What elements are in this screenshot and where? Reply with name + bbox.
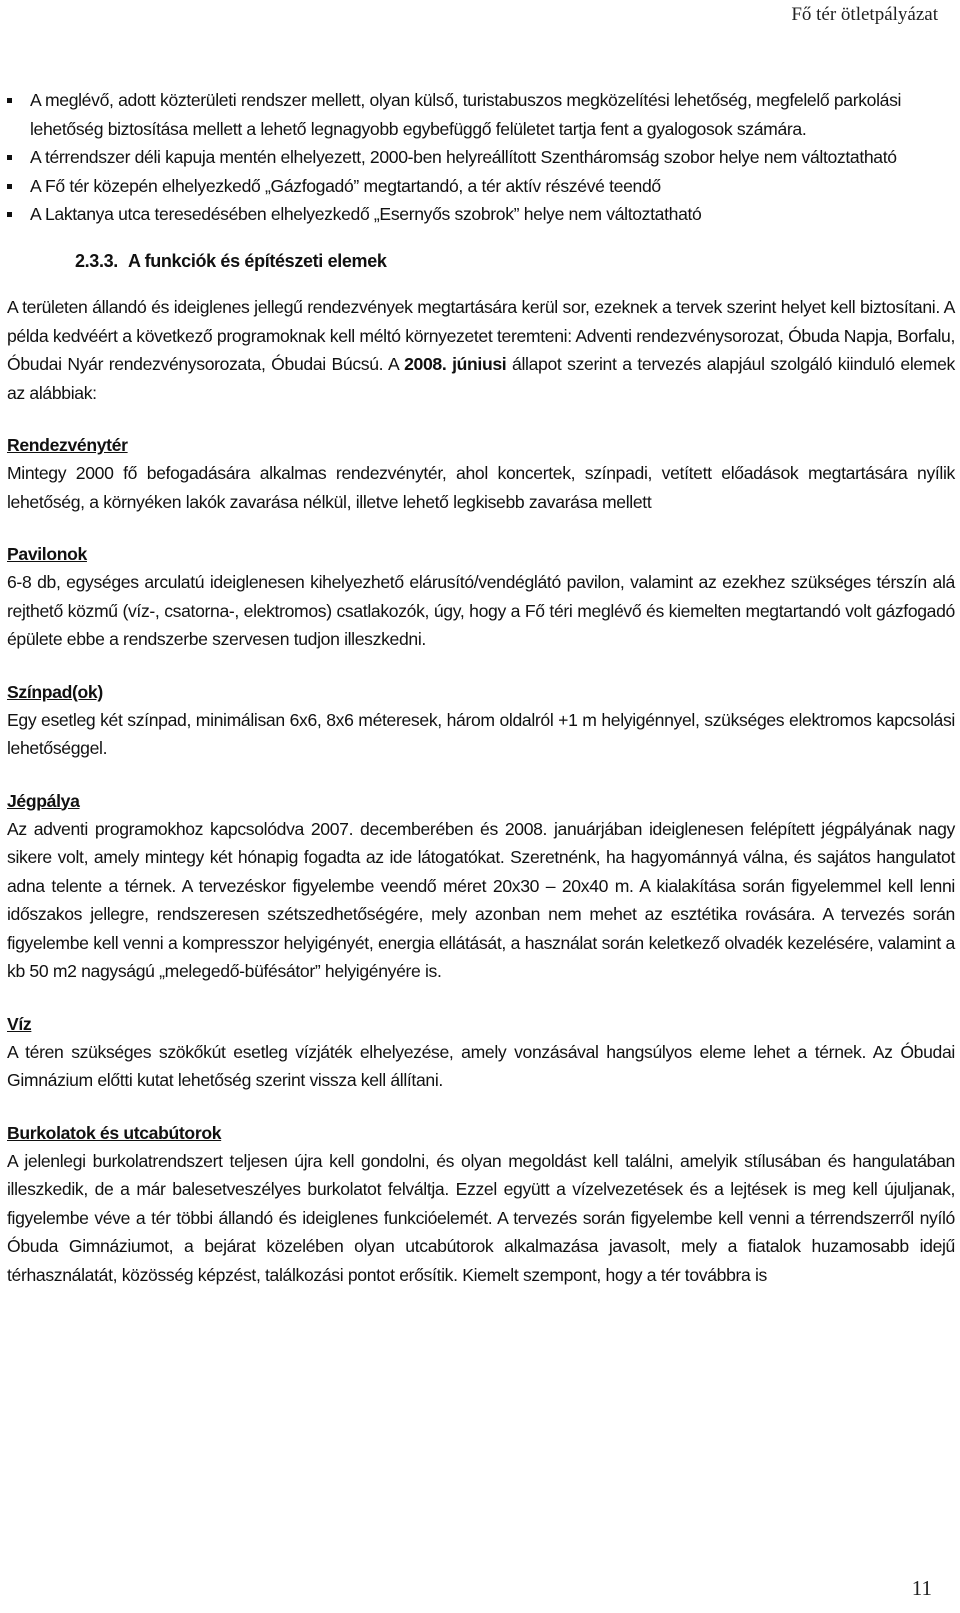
section-text-viz: A téren szükséges szökőkút esetleg vízjáték elhelyezése, amely vonzásával hangsúlyos eleme lehet a térnek. Az Óbudai Gimnázium előtti kutat lehetőség szerint vissza kell állítani. [7,1041,955,1090]
list-item: A térrendszer déli kapuja mentén elhelyezett, 2000-ben helyreállított Szentháromság szobor helye nem változtatható [7,143,955,172]
intro-paragraph: A területen állandó és ideiglenes jellegű rendezvények megtartására kerül sor, ezeknek a tervek szerint helyet kell biztosítani. A példa kedvéért a következő programoknak kell méltó környezetet teremteni: Adventi rendezvénysorozat, Óbuda Napja, Borfalu, Óbudai Nyár rendezvénysorozata, Óbudai Búcsú. A 2008. júniusi állapot szerint a tervezés alapjául szolgáló kiinduló elemek az alábbiak: [7,297,955,403]
section-title-szinpad: Színpad(ok) [7,681,103,702]
section-title-pavilonok: Pavilonok [7,544,87,564]
square-bullet-icon [7,212,12,217]
section-text-burkolatok: A jelenlegi burkolatrendszert teljesen újra kell gondolni, és olyan megoldást kell találni, amelyik stílusában és hangulatában illeszkedik, de a már balesetveszélyes burkolatot felváltja. Ezzel együtt a vízelvezetések és a lejtések is meg kell újuljanak, figyelembe véve a tér többi állandó és ideiglenes funkcióelemét. A tervezés során figyelembe kell venni a térrendszerről nyíló Óbuda Gimnáziumot, a bejárat közelében olyan utcabútorok alkalmazása javasolt, mely a fiatalok huzamosabb idejű térhasználatát, közösség képzést, találkozási pontot erősítik. Kiemelt szempont, hogy a tér továbbra is [7,1150,955,1285]
subsection-number: 2.3.3. [75,250,118,271]
section-text-jegpalya: Az adventi programokhoz kapcsolódva 2007. decemberében és 2008. januárjában ideiglenesen felépített jégpályának nagy sikere volt, amely mintegy két hónapig fogadta az ide látogatókat. Szeretnénk, ha hagyománnyá válna, és sajátos hangulatot adna telente a térnek. A tervezéskor figyelembe veendő méret 20x30 – 20x40 m. A kialakítása során figyelemmel kell lenni időszakos jellegre, rendszeresen szétszedhetőségére, mely azonban nem mehet az esztétika rovására. A tervezés során figyelembe kell venni a kompresszor helyigényét, energia ellátását, a használat során keletkező olvadék kezelésére, valamint a kb 50 m2 nagyságú „melegedő-büfésátor” helyigényére is. [7,818,955,981]
section-title-jegpalya: Jégpálya [7,790,80,811]
square-bullet-icon [7,155,12,160]
running-header: Fő tér ötletpályázat [791,4,938,25]
section-title-viz: Víz [7,1013,32,1034]
intro-month: júniusi [452,354,507,374]
document-body [7,86,955,1289]
subsection-heading [75,247,955,276]
list-item: A Laktanya utca teresedésében elhelyezkedő „Esernyős szobrok” helye nem változtatható [7,200,955,229]
section-title-rendezvenyter: Rendezvénytér [7,435,128,455]
requirements-list [7,86,955,229]
list-item: A meglévő, adott közterületi rendszer mellett, olyan külső, turistabuszos megközelítési lehetőség, megfelelő parkolási lehetőség biztosítása mellett a lehető legnagyobb egybefüggő felületet tartja fent a gyalogosok számára. [7,86,955,143]
list-item: A Fő tér közepén elhelyezkedő „Gázfogadó” megtartandó, a tér aktív részévé teendő [7,172,955,201]
square-bullet-icon [7,184,12,189]
section-text-szinpad: Egy esetleg két színpad, minimálisan 6x6, 8x6 méteresek, három oldalról +1 m helyigénnyel, szükséges elektromos kapcsolási lehetőséggel. [7,709,955,758]
square-bullet-icon [7,98,12,103]
intro-year: 2008. [404,354,447,374]
section-text-pavilonok: 6-8 db, egységes arculatú ideiglenesen kihelyezhető elárusító/vendéglátó pavilon, valamint az ezekhez szükséges térszín alá rejthető közmű (víz-, csatorna-, elektromos) csatlakozók, úgy, hogy a Fő téri meglévő és kiemelten megtartandó volt gázfogadó épülete ebbe a rendszerbe szervesen tudjon illeszkedni. [7,572,955,649]
section-text-rendezvenyter: Mintegy 2000 fő befogadására alkalmas rendezvénytér, ahol koncertek, színpadi, vetített előadások megtartására nyílik lehetőség, a környéken lakók zavarása nélkül, illetve lehető legkisebb zavarása mellett [7,463,955,512]
page-number: 11 [911,1576,932,1600]
section-title-burkolatok: Burkolatok és utcabútorok [7,1122,222,1143]
subsection-title: A funkciók és építészeti elemek [127,250,387,271]
